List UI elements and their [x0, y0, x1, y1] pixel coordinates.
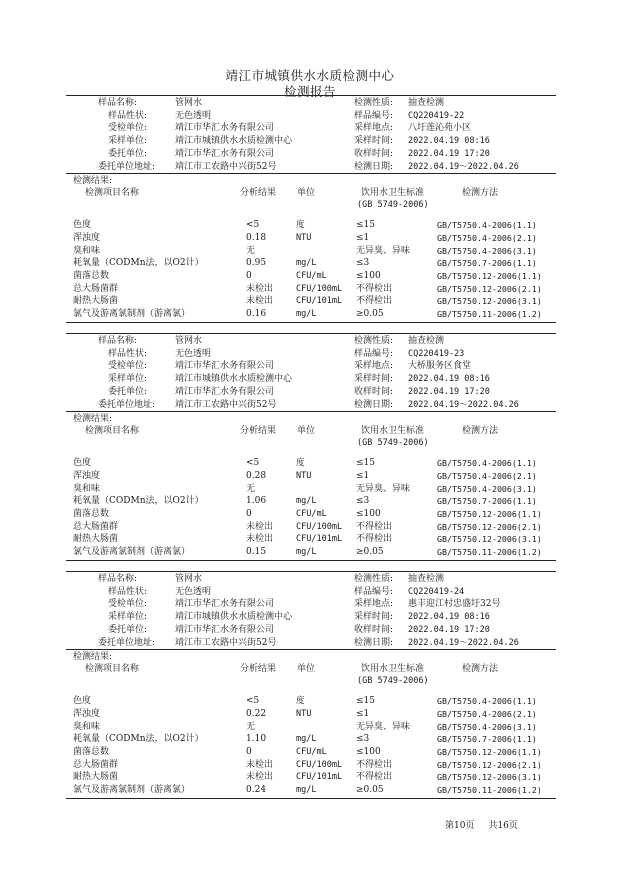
table-row: [0, 533, 620, 546]
meta-row: [0, 586, 620, 599]
cell-result: 0.18: [246, 232, 267, 243]
cell-method: GB/T5750.12-2006(2.1): [437, 759, 542, 770]
divider-line: [66, 649, 556, 650]
table-row: [0, 257, 620, 270]
table-row: [0, 521, 620, 534]
cell-standard: ≥0.05: [356, 547, 384, 558]
label-sample-no: 样品编号:: [354, 110, 394, 121]
cell-standard: 无异臭、异味: [356, 721, 411, 732]
value-receive-time: 2022.04.19 17:20: [408, 624, 490, 635]
header-unit: 单位: [297, 188, 316, 199]
cell-standard: ≤1: [356, 232, 370, 243]
cell-method: GB/T5750.4-2006(1.1): [437, 220, 537, 231]
value-sampling-unit: 靖江市城镇供水水质检测中心: [175, 136, 293, 147]
meta-row: [0, 161, 620, 174]
cell-item-name: 臭和味: [73, 483, 101, 494]
label-consign-address: 委托单位地址:: [98, 399, 156, 410]
label-sampling-time: 采样时间:: [354, 136, 394, 147]
cell-method: GB/T5750.4-2006(3.1): [437, 721, 537, 732]
value-consign-unit: 靖江市华汇水务有限公司: [175, 148, 275, 159]
cell-unit: mg/L: [296, 734, 317, 745]
cell-unit: CFU/101mL: [296, 534, 343, 545]
value-sampling-time: 2022.04.19 08:16: [408, 612, 490, 623]
cell-result: 无: [246, 721, 256, 732]
cell-result: 1.06: [246, 496, 267, 507]
value-client-unit: 靖江市华汇水务有限公司: [175, 123, 275, 134]
value-consign-address: 靖江市工农路中兴街52号: [175, 161, 277, 172]
cell-standard: 不得检出: [356, 296, 393, 307]
table-row: [0, 546, 620, 559]
value-sampling-unit: 靖江市城镇供水水质检测中心: [175, 374, 293, 385]
cell-item-name: 氯气及游离氯制剂（游离氯）: [73, 547, 191, 558]
results-label: 检测结果:: [73, 652, 113, 663]
results-label: 检测结果:: [73, 414, 113, 425]
meta-row: [0, 624, 620, 637]
value-sampling-place: 大桥服务区食堂: [408, 361, 472, 372]
cell-result: 未检出: [246, 296, 274, 307]
cell-standard: ≤1: [356, 470, 370, 481]
cell-result: 无: [246, 245, 256, 256]
value-test-nature: 抽查检测: [408, 574, 445, 584]
value-sample-no: CQ220419-24: [408, 586, 465, 597]
cell-unit: CFU/100mL: [296, 521, 343, 532]
value-sample-name: 管网水: [175, 574, 203, 584]
label-sample-name: 样品名称:: [98, 336, 138, 346]
cell-item-name: 耐热大肠菌: [73, 772, 119, 783]
table-row: [0, 295, 620, 308]
cell-result: 0.15: [246, 547, 267, 558]
cell-method: GB/T5750.4-2006(3.1): [437, 483, 537, 494]
cell-method: GB/T5750.12-2006(2.1): [437, 521, 542, 532]
cell-standard: ≤3: [356, 496, 370, 507]
value-sample-state: 无色透明: [175, 348, 212, 359]
meta-row: [0, 148, 620, 161]
cell-method: GB/T5750.4-2006(2.1): [437, 708, 537, 719]
cell-item-name: 色度: [73, 220, 92, 231]
value-sampling-place: 惠丰迎江村忠盛圩32号: [408, 599, 501, 610]
value-sample-no: CQ220419-22: [408, 110, 465, 121]
table-row: [0, 483, 620, 496]
divider-line: [66, 560, 556, 561]
cell-method: GB/T5750.12-2006(3.1): [437, 534, 542, 545]
cell-result: 0.28: [246, 470, 267, 481]
cell-item-name: 氯气及游离氯制剂（游离氯）: [73, 309, 191, 320]
cell-method: GB/T5750.7-2006(1.1): [437, 496, 537, 507]
cell-standard: 不得检出: [356, 759, 393, 770]
header-method: 检测方法: [462, 664, 499, 675]
cell-standard: ≤100: [356, 509, 381, 519]
report-title: 靖江市城镇供水水质检测中心: [225, 68, 395, 83]
report-subtitle: 检测报告: [283, 84, 336, 99]
table-row: [0, 721, 620, 734]
label-sampling-unit: 采样单位:: [108, 612, 148, 623]
cell-standard: ≥0.05: [356, 309, 384, 320]
divider-line: [66, 322, 556, 323]
value-sampling-unit: 靖江市城镇供水水质检测中心: [175, 612, 293, 623]
cell-unit: CFU/mL: [296, 509, 327, 519]
value-test-date: 2022.04.19～2022.04.26: [408, 637, 519, 648]
value-test-date: 2022.04.19～2022.04.26: [408, 161, 519, 172]
value-sample-no: CQ220419-23: [408, 348, 465, 359]
cell-item-name: 耐热大肠菌: [73, 534, 119, 545]
meta-row: [0, 360, 620, 373]
label-sampling-place: 采样地点:: [354, 123, 394, 134]
cell-unit: NTU: [296, 232, 312, 243]
label-sample-state: 样品性状:: [108, 586, 148, 597]
divider-line: [66, 173, 556, 174]
cell-standard: 不得检出: [356, 772, 393, 783]
meta-row: [0, 573, 620, 586]
cell-result: 未检出: [246, 521, 274, 532]
results-label: 检测结果:: [73, 176, 113, 187]
cell-method: GB/T5750.4-2006(3.1): [437, 245, 537, 256]
meta-row: [0, 373, 620, 386]
header-result: 分析结果: [240, 188, 277, 199]
table-row: [0, 219, 620, 232]
cell-method: GB/T5750.7-2006(1.1): [437, 734, 537, 745]
label-test-nature: 检测性质:: [354, 574, 394, 584]
cell-standard: 无异臭、异味: [356, 245, 411, 256]
value-client-unit: 靖江市华汇水务有限公司: [175, 361, 275, 372]
label-sampling-place: 采样地点:: [354, 599, 394, 610]
header-item-name: 检测项目名称: [85, 426, 140, 437]
cell-result: 无: [246, 483, 256, 494]
cell-item-name: 总大肠菌群: [73, 521, 119, 532]
header-standard: 饮用水卫生标准: [361, 426, 425, 437]
cell-item-name: 耗氧量（CODMn法，以O2计）: [73, 734, 204, 745]
value-test-nature: 抽查检测: [408, 336, 445, 346]
cell-item-name: 耗氧量（CODMn法，以O2计）: [73, 496, 204, 507]
label-test-date: 检测日期:: [354, 161, 394, 172]
cell-method: GB/T5750.11-2006(1.2): [437, 547, 542, 558]
header-result: 分析结果: [240, 664, 277, 675]
table-row: [0, 245, 620, 258]
label-sample-state: 样品性状:: [108, 110, 148, 121]
cell-result: <5: [246, 220, 260, 231]
cell-result: 未检出: [246, 534, 274, 545]
label-sample-no: 样品编号:: [354, 586, 394, 597]
cell-item-name: 菌落总数: [73, 271, 110, 281]
label-sampling-time: 采样时间:: [354, 612, 394, 623]
meta-row: [0, 637, 620, 650]
divider-line: [66, 95, 556, 96]
cell-method: GB/T5750.12-2006(3.1): [437, 296, 542, 307]
label-sampling-place: 采样地点:: [354, 361, 394, 372]
value-receive-time: 2022.04.19 17:20: [408, 386, 490, 397]
cell-method: GB/T5750.4-2006(2.1): [437, 470, 537, 481]
header-standard-code: (GB 5749-2006): [357, 676, 429, 687]
cell-unit: NTU: [296, 470, 312, 481]
label-client-unit: 受检单位:: [108, 123, 148, 134]
value-receive-time: 2022.04.19 17:20: [408, 148, 490, 159]
cell-unit: NTU: [296, 708, 312, 719]
meta-row: [0, 122, 620, 135]
table-header-sub-row: [0, 437, 620, 450]
cell-result: <5: [246, 458, 260, 469]
label-sample-state: 样品性状:: [108, 348, 148, 359]
cell-unit: mg/L: [296, 258, 317, 269]
cell-unit: CFU/mL: [296, 271, 327, 281]
cell-unit: CFU/101mL: [296, 772, 343, 783]
label-sampling-time: 采样时间:: [354, 374, 394, 385]
value-sampling-time: 2022.04.19 08:16: [408, 136, 490, 147]
cell-result: 0.16: [246, 309, 267, 320]
cell-unit: CFU/101mL: [296, 296, 343, 307]
cell-item-name: 浑浊度: [73, 470, 101, 481]
cell-standard: ≥0.05: [356, 785, 384, 796]
cell-result: 0: [246, 747, 252, 757]
header-item-name: 检测项目名称: [85, 188, 140, 199]
table-row: [0, 695, 620, 708]
cell-method: GB/T5750.11-2006(1.2): [437, 785, 542, 796]
value-consign-address: 靖江市工农路中兴街52号: [175, 399, 277, 410]
label-test-date: 检测日期:: [354, 399, 394, 410]
cell-standard: 不得检出: [356, 283, 393, 294]
table-header-sub-row: [0, 675, 620, 688]
cell-method: GB/T5750.12-2006(1.1): [437, 747, 542, 757]
meta-row: [0, 598, 620, 611]
cell-result: 0.24: [246, 785, 267, 796]
cell-method: GB/T5750.12-2006(2.1): [437, 283, 542, 294]
label-consign-unit: 委托单位:: [108, 148, 148, 159]
table-row: [0, 508, 620, 521]
label-sampling-unit: 采样单位:: [108, 136, 148, 147]
label-receive-time: 收样时间:: [354, 148, 394, 159]
cell-unit: CFU/mL: [296, 747, 327, 757]
page-total: 共16页: [488, 821, 518, 831]
cell-unit: 度: [296, 696, 305, 707]
cell-standard: ≤15: [356, 220, 375, 231]
cell-item-name: 色度: [73, 458, 92, 469]
header-standard: 饮用水卫生标准: [361, 664, 425, 675]
page-footer: [445, 818, 532, 831]
cell-item-name: 色度: [73, 696, 92, 707]
cell-unit: mg/L: [296, 785, 317, 796]
cell-result: 1.10: [246, 734, 267, 745]
page-number: 第10页: [445, 821, 475, 831]
cell-unit: 度: [296, 458, 305, 469]
cell-result: 未检出: [246, 759, 274, 770]
cell-standard: ≤15: [356, 696, 375, 707]
table-row: [0, 495, 620, 508]
cell-item-name: 总大肠菌群: [73, 759, 119, 770]
cell-standard: ≤3: [356, 258, 370, 269]
cell-method: GB/T5750.4-2006(1.1): [437, 696, 537, 707]
cell-method: GB/T5750.12-2006(1.1): [437, 271, 542, 281]
cell-standard: 不得检出: [356, 534, 393, 545]
table-header-sub-row: [0, 199, 620, 212]
cell-standard: ≤100: [356, 747, 381, 757]
table-row: [0, 232, 620, 245]
header-standard-code: (GB 5749-2006): [357, 200, 429, 211]
cell-unit: 度: [296, 220, 305, 231]
label-consign-address: 委托单位地址:: [98, 161, 156, 172]
table-row: [0, 283, 620, 296]
cell-item-name: 菌落总数: [73, 509, 110, 519]
value-sample-name: 管网水: [175, 336, 203, 346]
label-test-nature: 检测性质:: [354, 98, 394, 108]
label-client-unit: 受检单位:: [108, 361, 148, 372]
label-test-date: 检测日期:: [354, 637, 394, 648]
table-row: [0, 784, 620, 797]
label-client-unit: 受检单位:: [108, 599, 148, 610]
value-sampling-place: 八圩莲沁苑小区: [408, 123, 472, 134]
header-method: 检测方法: [462, 188, 499, 199]
cell-item-name: 臭和味: [73, 245, 101, 256]
header-standard: 饮用水卫生标准: [361, 188, 425, 199]
cell-result: 0.95: [246, 258, 267, 269]
meta-row: [0, 348, 620, 361]
value-sample-state: 无色透明: [175, 586, 212, 597]
label-consign-unit: 委托单位:: [108, 624, 148, 635]
label-sampling-unit: 采样单位:: [108, 374, 148, 385]
meta-row: [0, 97, 620, 110]
label-consign-unit: 委托单位:: [108, 386, 148, 397]
cell-standard: 不得检出: [356, 521, 393, 532]
cell-method: GB/T5750.4-2006(1.1): [437, 458, 537, 469]
meta-row: [0, 135, 620, 148]
cell-result: 0: [246, 509, 252, 519]
table-row: [0, 470, 620, 483]
header-item-name: 检测项目名称: [85, 664, 140, 675]
cell-item-name: 浑浊度: [73, 232, 101, 243]
meta-row: [0, 335, 620, 348]
divider-line: [66, 571, 556, 572]
value-consign-unit: 靖江市华汇水务有限公司: [175, 386, 275, 397]
cell-method: GB/T5750.12-2006(1.1): [437, 509, 542, 519]
header-method: 检测方法: [462, 426, 499, 437]
cell-result: 未检出: [246, 283, 274, 294]
value-sample-state: 无色透明: [175, 110, 212, 121]
value-test-nature: 抽查检测: [408, 98, 445, 108]
label-consign-address: 委托单位地址:: [98, 637, 156, 648]
header-unit: 单位: [297, 426, 316, 437]
cell-result: 未检出: [246, 772, 274, 783]
divider-line: [66, 411, 556, 412]
meta-row: [0, 386, 620, 399]
value-client-unit: 靖江市华汇水务有限公司: [175, 599, 275, 610]
label-test-nature: 检测性质:: [354, 336, 394, 346]
table-row: [0, 308, 620, 321]
table-row: [0, 771, 620, 784]
cell-item-name: 臭和味: [73, 721, 101, 732]
cell-result: 0.22: [246, 708, 267, 719]
meta-row: [0, 611, 620, 624]
table-row: [0, 733, 620, 746]
label-receive-time: 收样时间:: [354, 386, 394, 397]
meta-row: [0, 399, 620, 412]
label-sample-name: 样品名称:: [98, 574, 138, 584]
cell-standard: 无异臭、异味: [356, 483, 411, 494]
table-row: [0, 270, 620, 283]
value-sample-name: 管网水: [175, 98, 203, 108]
meta-row: [0, 110, 620, 123]
cell-item-name: 浑浊度: [73, 708, 101, 719]
value-sampling-time: 2022.04.19 08:16: [408, 374, 490, 385]
cell-method: GB/T5750.7-2006(1.1): [437, 258, 537, 269]
cell-method: GB/T5750.4-2006(2.1): [437, 232, 537, 243]
cell-item-name: 菌落总数: [73, 747, 110, 757]
header-standard-code: (GB 5749-2006): [357, 438, 429, 449]
cell-item-name: 氯气及游离氯制剂（游离氯）: [73, 785, 191, 796]
cell-unit: mg/L: [296, 547, 317, 558]
cell-unit: CFU/100mL: [296, 283, 343, 294]
cell-unit: mg/L: [296, 309, 317, 320]
label-sample-no: 样品编号:: [354, 348, 394, 359]
cell-standard: ≤1: [356, 708, 370, 719]
cell-method: GB/T5750.11-2006(1.2): [437, 309, 542, 320]
label-receive-time: 收样时间:: [354, 624, 394, 635]
table-row: [0, 708, 620, 721]
cell-unit: mg/L: [296, 496, 317, 507]
value-consign-address: 靖江市工农路中兴街52号: [175, 637, 277, 648]
cell-item-name: 耗氧量（CODMn法，以O2计）: [73, 258, 204, 269]
cell-unit: CFU/100mL: [296, 759, 343, 770]
label-sample-name: 样品名称:: [98, 98, 138, 108]
cell-item-name: 耐热大肠菌: [73, 296, 119, 307]
table-row: [0, 759, 620, 772]
value-test-date: 2022.04.19～2022.04.26: [408, 399, 519, 410]
cell-item-name: 总大肠菌群: [73, 283, 119, 294]
value-consign-unit: 靖江市华汇水务有限公司: [175, 624, 275, 635]
cell-standard: ≤100: [356, 271, 381, 281]
cell-result: <5: [246, 696, 260, 707]
cell-standard: ≤3: [356, 734, 370, 745]
table-row: [0, 746, 620, 759]
divider-line: [66, 798, 556, 799]
cell-method: GB/T5750.12-2006(3.1): [437, 772, 542, 783]
divider-line: [66, 333, 556, 334]
table-row: [0, 457, 620, 470]
header-result: 分析结果: [240, 426, 277, 437]
cell-result: 0: [246, 271, 252, 281]
header-unit: 单位: [297, 664, 316, 675]
cell-standard: ≤15: [356, 458, 375, 469]
